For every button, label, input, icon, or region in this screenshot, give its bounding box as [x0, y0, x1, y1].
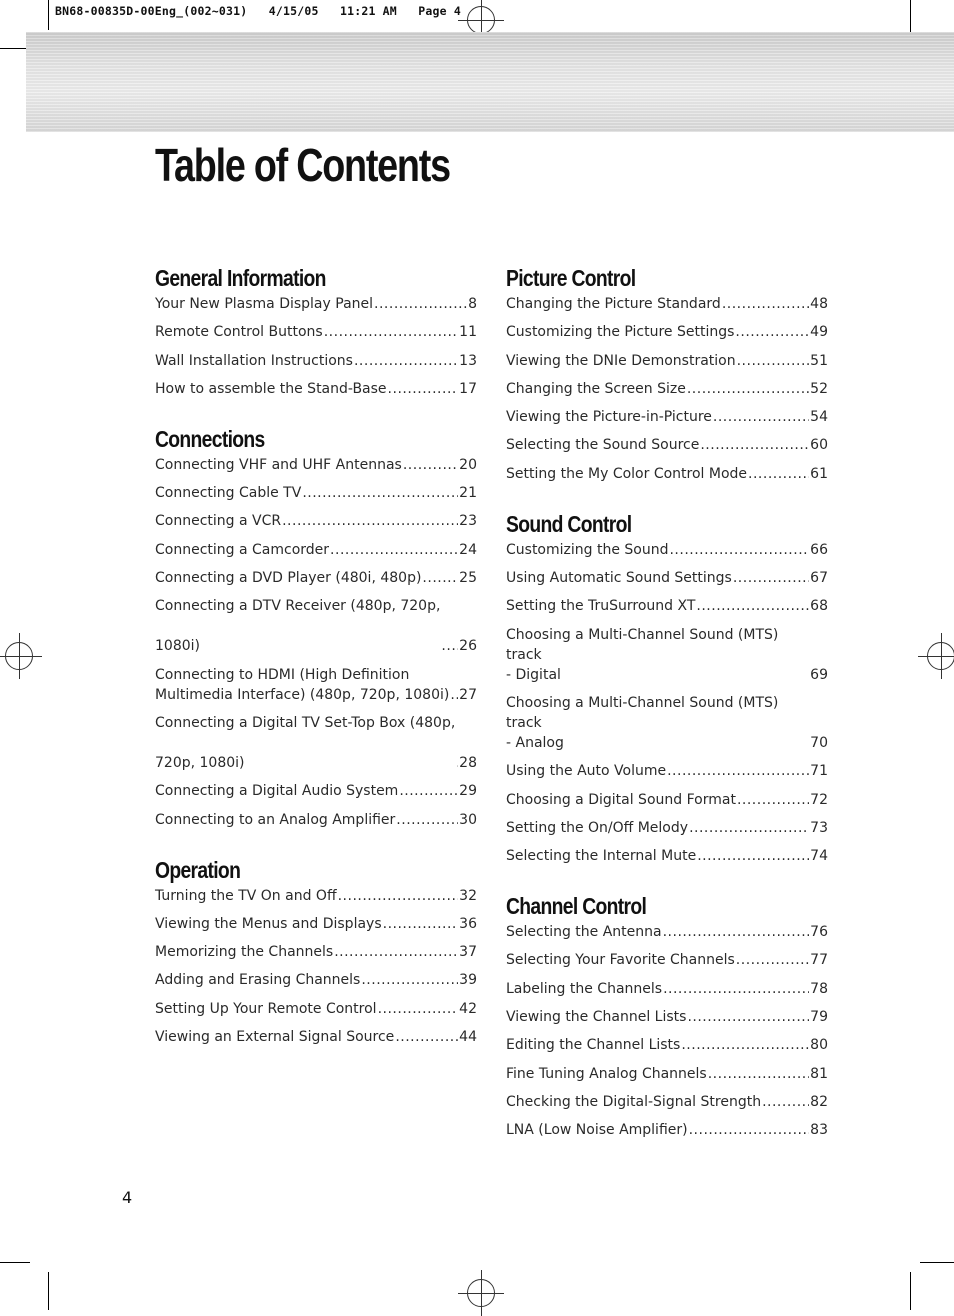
registration-mark-icon [467, 1279, 495, 1307]
dot-leader [713, 407, 809, 427]
toc-entry-title: Connecting to an Analog Amplifier [155, 811, 396, 828]
toc-entry[interactable] [155, 999, 477, 1019]
toc-entry[interactable] [506, 464, 828, 484]
toc-entry-title: Customizing the Sound [506, 541, 669, 558]
dot-leader [399, 781, 458, 801]
toc-entry-title: Selecting Your Favorite Channels [506, 952, 735, 969]
toc-entry-page: 24 [459, 541, 477, 558]
toc-entry-page: 72 [810, 791, 828, 808]
toc-entry[interactable] [155, 568, 477, 588]
toc-entry-title: Changing the Picture Standard [506, 296, 721, 312]
toc-entry[interactable] [506, 922, 828, 942]
toc-entry-page: 8 [468, 296, 477, 312]
toc-entry-title: Viewing an External Signal Source [155, 1029, 395, 1046]
dot-leader [450, 685, 458, 705]
toc-entry[interactable] [506, 407, 828, 427]
dot-leader [696, 596, 809, 616]
toc-entry[interactable] [155, 379, 477, 399]
toc-entry[interactable] [506, 294, 828, 314]
toc-entry[interactable] [155, 886, 477, 906]
toc-entry-title: Connecting a DVD Player (480i, 480p) [155, 570, 422, 587]
dot-leader [330, 540, 458, 560]
toc-entry-title: Setting Up Your Remote Control [155, 1000, 377, 1017]
toc-entry-page: 81 [810, 1065, 828, 1082]
toc-entry-title: Connecting a VCR [155, 513, 282, 530]
dot-leader [762, 1092, 809, 1112]
toc-entry[interactable] [155, 970, 477, 990]
toc-entry[interactable] [155, 665, 477, 705]
toc-entry[interactable] [155, 540, 477, 560]
dot-leader [669, 540, 809, 560]
toc-entry-title: Connecting Cable TV [155, 485, 302, 502]
toc-entry-page: 30 [459, 811, 477, 828]
toc-entry-title: Connecting a DTV Receiver (480p, 720p, 1080i) [155, 598, 441, 655]
dot-leader [722, 294, 809, 314]
toc-entry-title: Choosing a Multi-Channel Sound (MTS) track - Digital [506, 626, 779, 683]
dot-leader [334, 942, 458, 962]
toc-entry-page: 78 [810, 980, 828, 997]
toc-entry[interactable] [155, 914, 477, 934]
dot-leader [733, 568, 809, 588]
toc-entry[interactable] [506, 379, 828, 399]
toc-entry-page: 29 [459, 783, 477, 800]
toc-entry-title: Memorizing the Channels [155, 944, 334, 961]
toc-entry-page: 20 [459, 456, 477, 473]
toc-entry-title: Viewing the Channel Lists [506, 1009, 687, 1026]
page-title: Table of Contents [155, 139, 450, 191]
section-heading: Connections [155, 425, 265, 452]
toc-entry-title: Adding and Erasing Channels [155, 972, 361, 989]
toc-entry-title: Connecting a Digital Audio System [155, 783, 399, 800]
toc-entry-title: Viewing the Menus and Displays [155, 915, 382, 932]
crop-mark [920, 1262, 954, 1263]
toc-entry[interactable] [506, 1092, 828, 1112]
toc-entry-title: Connecting VHF and UHF Antennas [155, 456, 402, 473]
toc-entry-page: 69 [810, 666, 828, 683]
toc-entry-title: Connecting a Camcorder [155, 541, 330, 558]
toc-entry[interactable] [506, 1035, 828, 1055]
toc-entry-page: 49 [810, 324, 828, 341]
toc-entry-page: 26 [459, 638, 477, 655]
toc-entry[interactable] [506, 846, 828, 866]
toc-entry[interactable] [155, 781, 477, 801]
dot-leader [441, 636, 458, 656]
toc-entry[interactable] [155, 511, 477, 531]
toc-entry-title: Fine Tuning Analog Channels [506, 1065, 707, 1082]
section-heading: Picture Control [506, 265, 636, 291]
toc-entry-page: 70 [810, 734, 828, 751]
dot-leader [689, 818, 809, 838]
toc-entry-page: 25 [459, 570, 477, 587]
toc-entry-title: Customizing the Picture Settings [506, 324, 735, 341]
toc-entry[interactable] [506, 1007, 828, 1027]
registration-mark-icon [927, 642, 954, 670]
toc-entry[interactable] [506, 979, 828, 999]
dot-leader [687, 379, 809, 399]
toc-entry-page: 13 [459, 352, 477, 369]
toc-entry-page: 28 [459, 754, 477, 771]
dot-leader [681, 1035, 809, 1055]
dot-leader [378, 999, 459, 1019]
toc-entry[interactable] [506, 1120, 828, 1140]
toc-entry[interactable] [506, 435, 828, 455]
toc-entry[interactable] [506, 540, 828, 560]
toc-entry[interactable] [506, 1064, 828, 1084]
toc-entry-page: 48 [810, 296, 828, 312]
crop-mark [0, 1262, 30, 1263]
toc-entry-page: 32 [459, 887, 477, 904]
toc-entry[interactable] [506, 596, 828, 616]
toc-entry[interactable] [506, 351, 828, 371]
section-heading: General Information [155, 265, 326, 291]
toc-entry-page: 68 [810, 598, 828, 615]
toc-entry-title: Using Automatic Sound Settings [506, 570, 732, 587]
dot-leader [302, 483, 458, 503]
toc-entry-page: 21 [459, 485, 477, 502]
dot-leader [403, 455, 458, 475]
page-number: 4 [122, 1188, 133, 1207]
section-heading: Channel Control [506, 893, 647, 920]
toc-entry[interactable] [155, 1027, 477, 1047]
print-slug: BN68-00835D-00Eng_(002~031) 4/15/05 11:21 AM Page 4 [55, 4, 462, 18]
dot-leader [700, 435, 809, 455]
toc-entry-page: 39 [459, 972, 477, 989]
crop-mark [48, 1272, 49, 1310]
crop-mark [910, 1272, 911, 1310]
toc-entry[interactable] [506, 568, 828, 588]
toc-entry-page: 76 [810, 924, 828, 941]
toc-entry-page: 83 [810, 1122, 828, 1139]
dot-leader [689, 1120, 810, 1140]
toc-entry-page: 23 [459, 513, 477, 530]
toc-entry-page: 52 [810, 380, 828, 397]
crop-mark [910, 0, 911, 36]
toc-entry[interactable] [506, 625, 828, 685]
toc-entry-title: Remote Control Buttons [155, 324, 323, 341]
toc-entry-title: Labeling the Channels [506, 980, 663, 997]
registration-mark-icon [5, 642, 33, 670]
dot-leader [736, 950, 809, 970]
toc-entry-page: 67 [810, 570, 828, 587]
toc-entry-title: Selecting the Sound Source [506, 437, 700, 454]
toc-entry-page: 77 [810, 952, 828, 969]
toc-entry[interactable] [506, 761, 828, 781]
toc-entry[interactable] [506, 790, 828, 810]
toc-entry[interactable] [155, 713, 477, 773]
toc-entry-page: 54 [810, 409, 828, 426]
dot-leader [737, 351, 810, 371]
toc-entry-title: Setting the TruSurround XT [506, 598, 696, 615]
dot-leader [388, 379, 459, 399]
section-heading: Operation [155, 856, 241, 883]
toc-entry-title: Changing the Screen Size [506, 380, 686, 397]
toc-section [155, 262, 477, 399]
toc-entry-page: 37 [459, 944, 477, 961]
dot-leader [282, 511, 458, 531]
dot-leader [324, 322, 458, 342]
toc-entry[interactable] [506, 322, 828, 342]
toc-entry-title: LNA (Low Noise Amplifier) [506, 1122, 688, 1139]
toc-entry-title: Connecting a Digital TV Set-Top Box (480p, 720p, 1080i) [155, 714, 456, 771]
toc-entry[interactable] [506, 818, 828, 838]
dot-leader [663, 922, 810, 942]
toc-entry-page: 73 [810, 819, 828, 836]
toc-entry-title: Your New Plasma Display Panel [155, 296, 374, 312]
toc-entry-title: Viewing the Picture-in-Picture [506, 409, 712, 426]
section-heading: Sound Control [506, 510, 632, 537]
header-band [26, 32, 954, 132]
dot-leader [354, 351, 458, 371]
toc-entry-title: How to assemble the Stand-Base [155, 380, 387, 397]
toc-entry-title: Selecting the Internal Mute [506, 848, 697, 865]
toc-entry-page: 51 [810, 352, 828, 369]
toc-entry-page: 27 [459, 686, 477, 703]
toc-entry-title: Checking the Digital-Signal Strength [506, 1093, 762, 1110]
toc-entry-page: 17 [459, 380, 477, 397]
toc-entry[interactable] [155, 294, 477, 314]
toc-column-left [155, 262, 477, 1071]
toc-entry-page: 11 [459, 324, 477, 341]
toc-entry-title: Connecting to HDMI (High Definition Multimedia Interface) (480p, 720p, 1080i) [155, 666, 450, 703]
toc-entry-title: Wall Installation Instructions [155, 352, 353, 369]
toc-entry[interactable] [506, 950, 828, 970]
toc-column-right [506, 262, 828, 1164]
toc-entry-title: Viewing the DNIe Demonstration [506, 352, 736, 369]
dot-leader [687, 1007, 809, 1027]
toc-entry-page: 44 [459, 1029, 477, 1046]
toc-entry[interactable] [506, 693, 828, 753]
toc-entry-page: 80 [810, 1037, 828, 1054]
toc-entry-page: 79 [810, 1009, 828, 1026]
toc-section [506, 890, 828, 1140]
dot-leader [396, 810, 458, 830]
toc-entry[interactable] [155, 322, 477, 342]
dot-leader [422, 568, 458, 588]
toc-entry-title: Choosing a Multi-Channel Sound (MTS) track - Analog [506, 694, 779, 751]
dot-leader [338, 886, 459, 906]
toc-section [155, 854, 477, 1047]
toc-entry[interactable] [155, 942, 477, 962]
toc-entry-page: 61 [810, 465, 828, 482]
dot-leader [667, 761, 809, 781]
crop-mark [48, 0, 49, 30]
registration-mark-icon [467, 6, 495, 34]
toc-entry-title: Choosing a Digital Sound Format [506, 791, 736, 808]
toc-entry-title: Using the Auto Volume [506, 763, 667, 780]
toc-entry-page: 60 [810, 437, 828, 454]
toc-entry-page: 74 [810, 848, 828, 865]
toc-section [506, 508, 828, 866]
toc-entry-title: Turning the TV On and Off [155, 887, 337, 904]
toc-entry[interactable] [155, 596, 477, 656]
dot-leader [456, 753, 458, 773]
toc-section [506, 262, 828, 484]
toc-section [155, 423, 477, 830]
dot-leader [383, 914, 459, 934]
dot-leader [395, 1027, 458, 1047]
toc-entry-page: 36 [459, 915, 477, 932]
dot-leader [708, 1064, 809, 1084]
dot-leader [361, 970, 458, 990]
toc-entry[interactable] [155, 483, 477, 503]
toc-entry-page: 82 [810, 1093, 828, 1110]
dot-leader [697, 846, 809, 866]
toc-entry-title: Selecting the Antenna [506, 924, 662, 941]
toc-entry-title: Setting the My Color Control Mode [506, 465, 748, 482]
toc-entry-page: 71 [810, 763, 828, 780]
toc-entry-title: Setting the On/Off Melody [506, 819, 689, 836]
dot-leader [374, 294, 467, 314]
toc-entry[interactable] [155, 455, 477, 475]
toc-entry-page: 42 [459, 1000, 477, 1017]
toc-entry[interactable] [155, 810, 477, 830]
dot-leader [663, 979, 809, 999]
toc-entry-page: 66 [810, 541, 828, 558]
dot-leader [748, 464, 809, 484]
dot-leader [735, 322, 809, 342]
toc-entry-title: Editing the Channel Lists [506, 1037, 681, 1054]
toc-entry[interactable] [155, 351, 477, 371]
dot-leader [737, 790, 809, 810]
